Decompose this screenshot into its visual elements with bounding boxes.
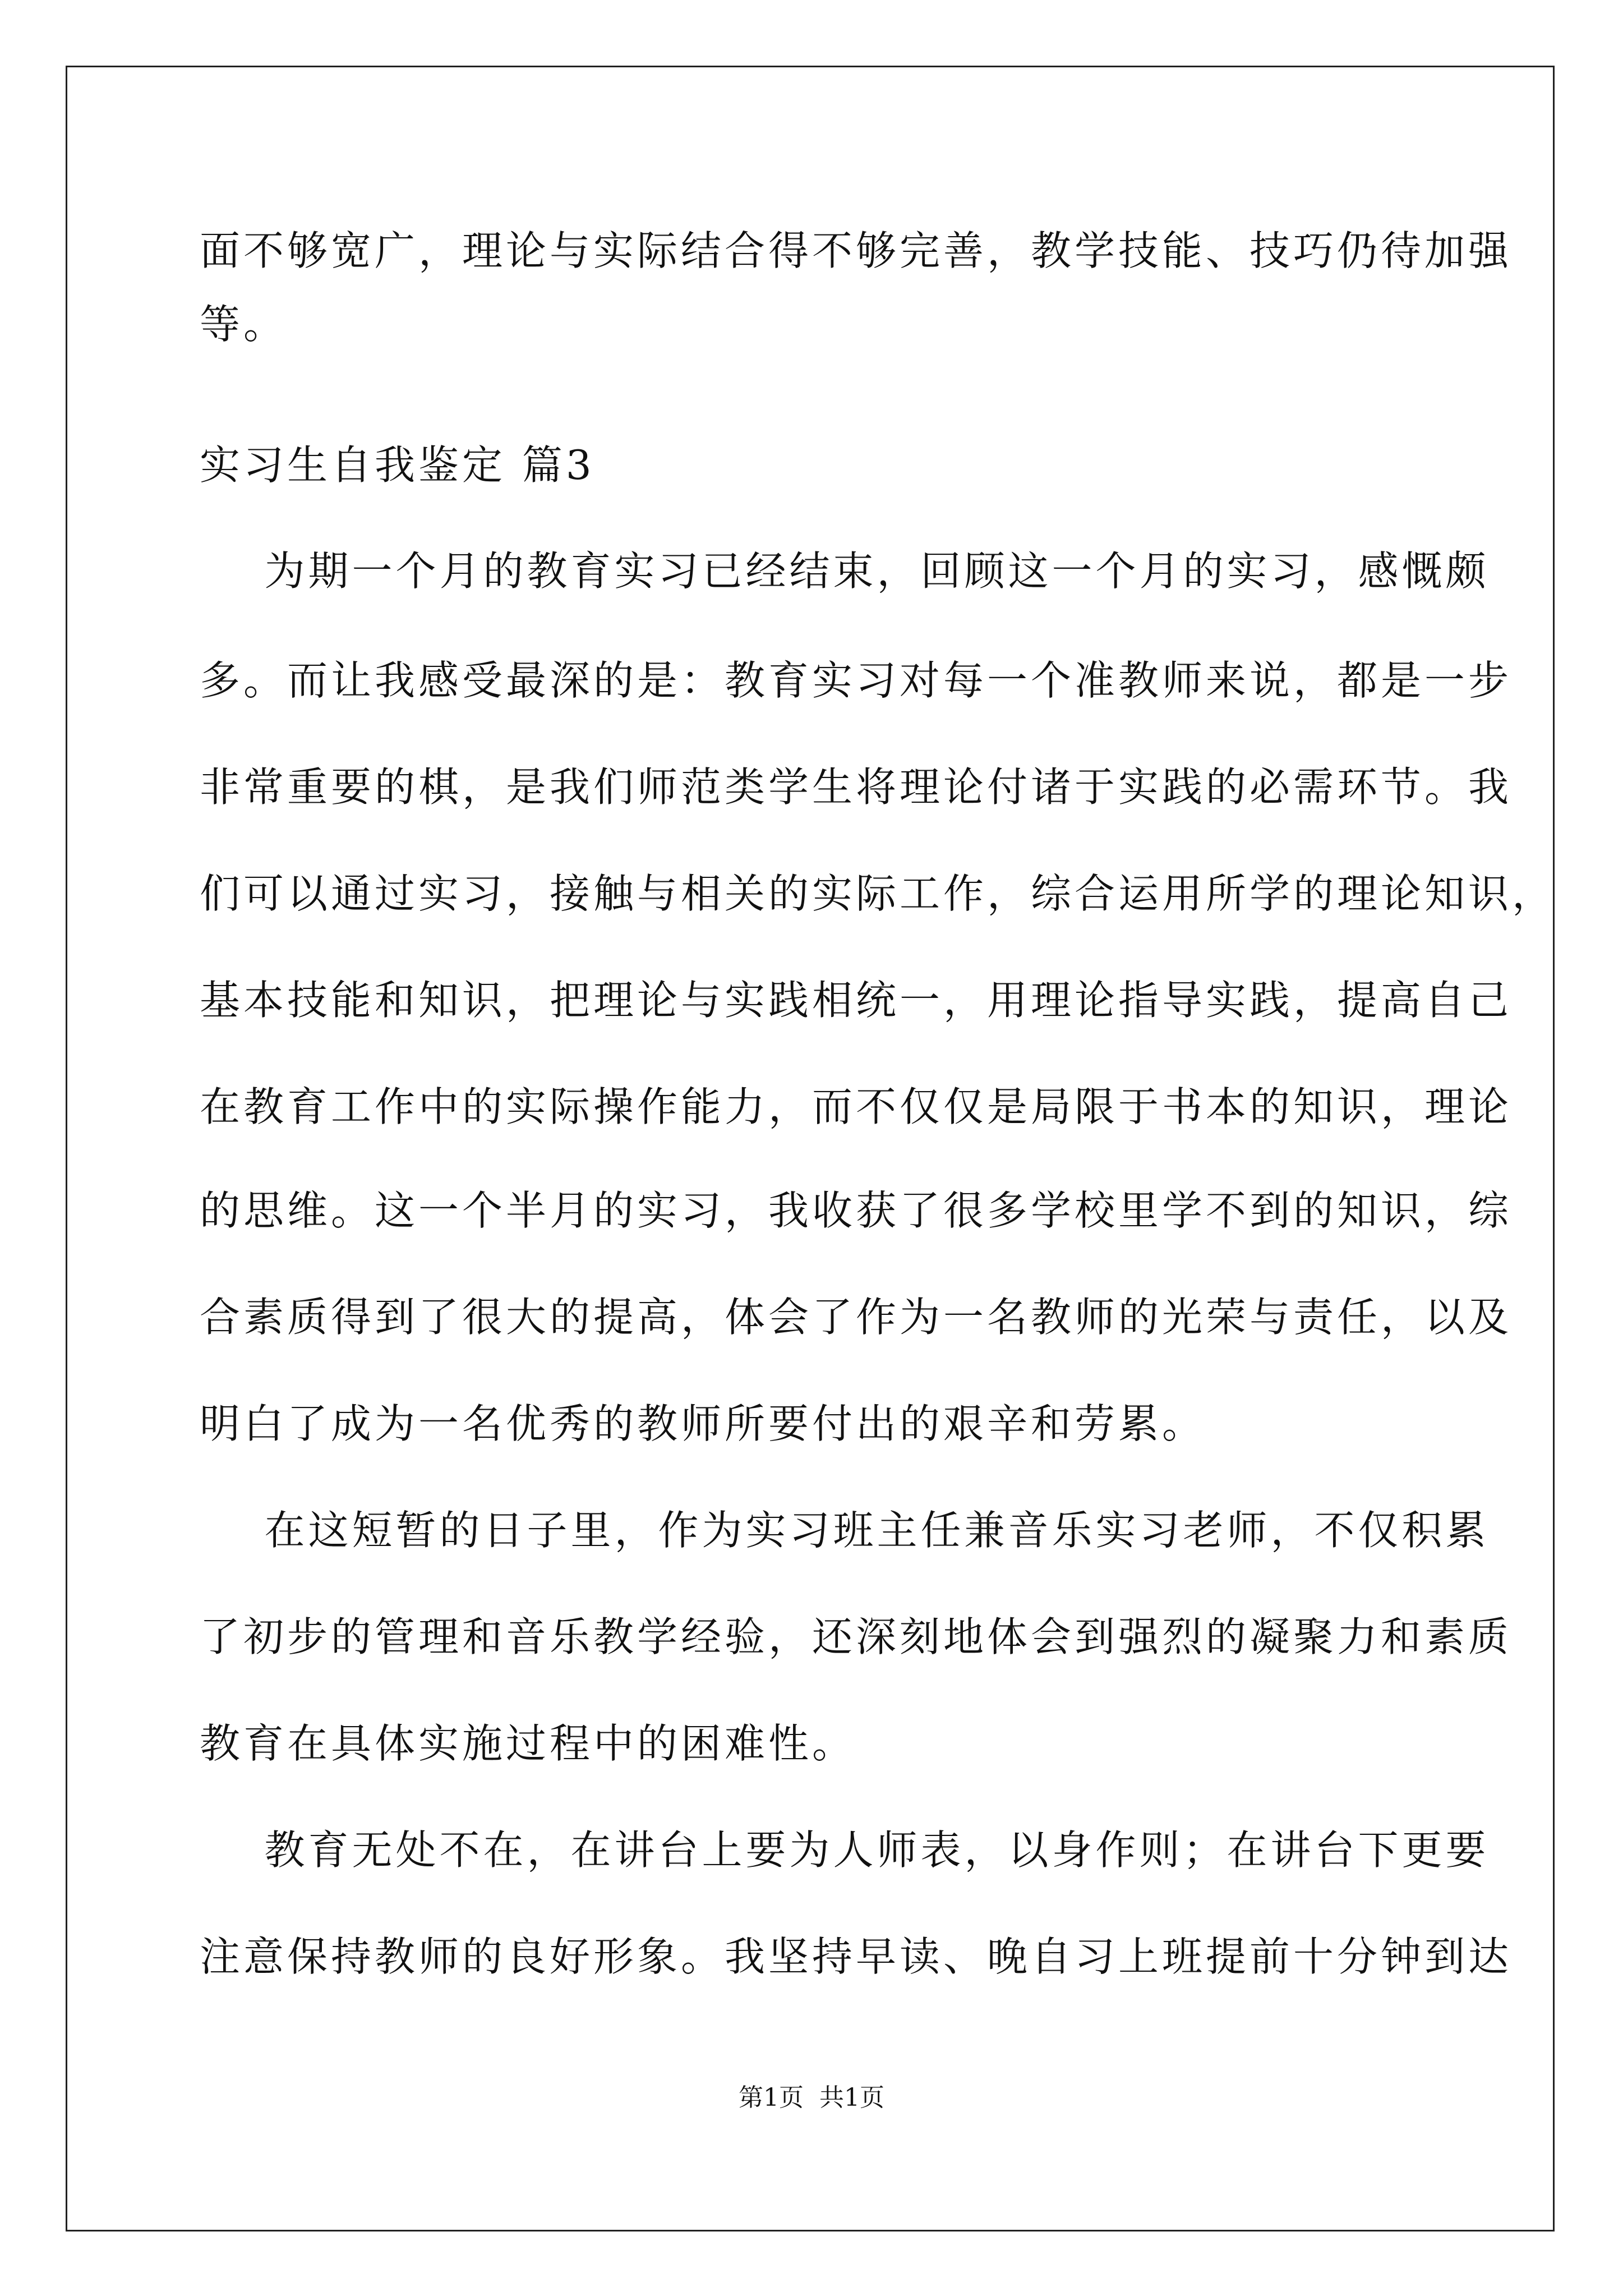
body-text-line: 了初步的管理和音乐教学经验，还深刻地体会到强烈的凝聚力和素质	[200, 1613, 1513, 1660]
body-text-line: 基本技能和知识，把理论与实践相统一，用理论指导实践，提高自己	[200, 977, 1513, 1024]
body-text-line: 教育无处不在，在讲台上要为人师表，以身作则；在讲台下更要	[200, 1826, 1490, 1874]
body-text-line: 教育在具体实施过程中的困难性。	[200, 1720, 856, 1767]
body-text-line: 多。而让我感受最深的是：教育实习对每一个准教师来说，都是一步	[200, 657, 1513, 704]
body-text-line: 在这短暂的日子里，作为实习班主任兼音乐实习老师，不仅积累	[200, 1507, 1490, 1554]
body-text-line: 合素质得到了很大的提高，体会了作为一名教师的光荣与责任，以及	[200, 1294, 1513, 1341]
body-text-line: 注意保持教师的良好形象。我坚持早读、晚自习上班提前十分钟到达	[200, 1933, 1513, 1980]
body-text-line: 非常重要的棋，是我们师范类学生将理论付诸于实践的必需环节。我	[200, 763, 1513, 811]
page-border	[66, 66, 1555, 2231]
body-text-line: 在教育工作中的实际操作能力，而不仅仅是局限于书本的知识，理论	[200, 1083, 1513, 1130]
section-heading: 实习生自我鉴定 篇3	[200, 441, 595, 489]
body-text-line: 面不够宽广，理论与实际结合得不够完善，教学技能、技巧仍待加强	[200, 227, 1513, 274]
body-text-line: 为期一个月的教育实习已经结束，回顾这一个月的实习，感慨颇	[200, 547, 1490, 595]
body-text-line: 明白了成为一名优秀的教师所要付出的艰辛和劳累。	[200, 1400, 1206, 1447]
body-text-line: 的思维。这一个半月的实习，我收获了很多学校里学不到的知识，综	[200, 1187, 1513, 1234]
body-text-line: 等。	[200, 301, 288, 348]
body-text-line: 们可以通过实习，接触与相关的实际工作，综合运用所学的理论知识，	[200, 870, 1556, 917]
page-footer: 第1页 共1页	[739, 2083, 884, 2112]
